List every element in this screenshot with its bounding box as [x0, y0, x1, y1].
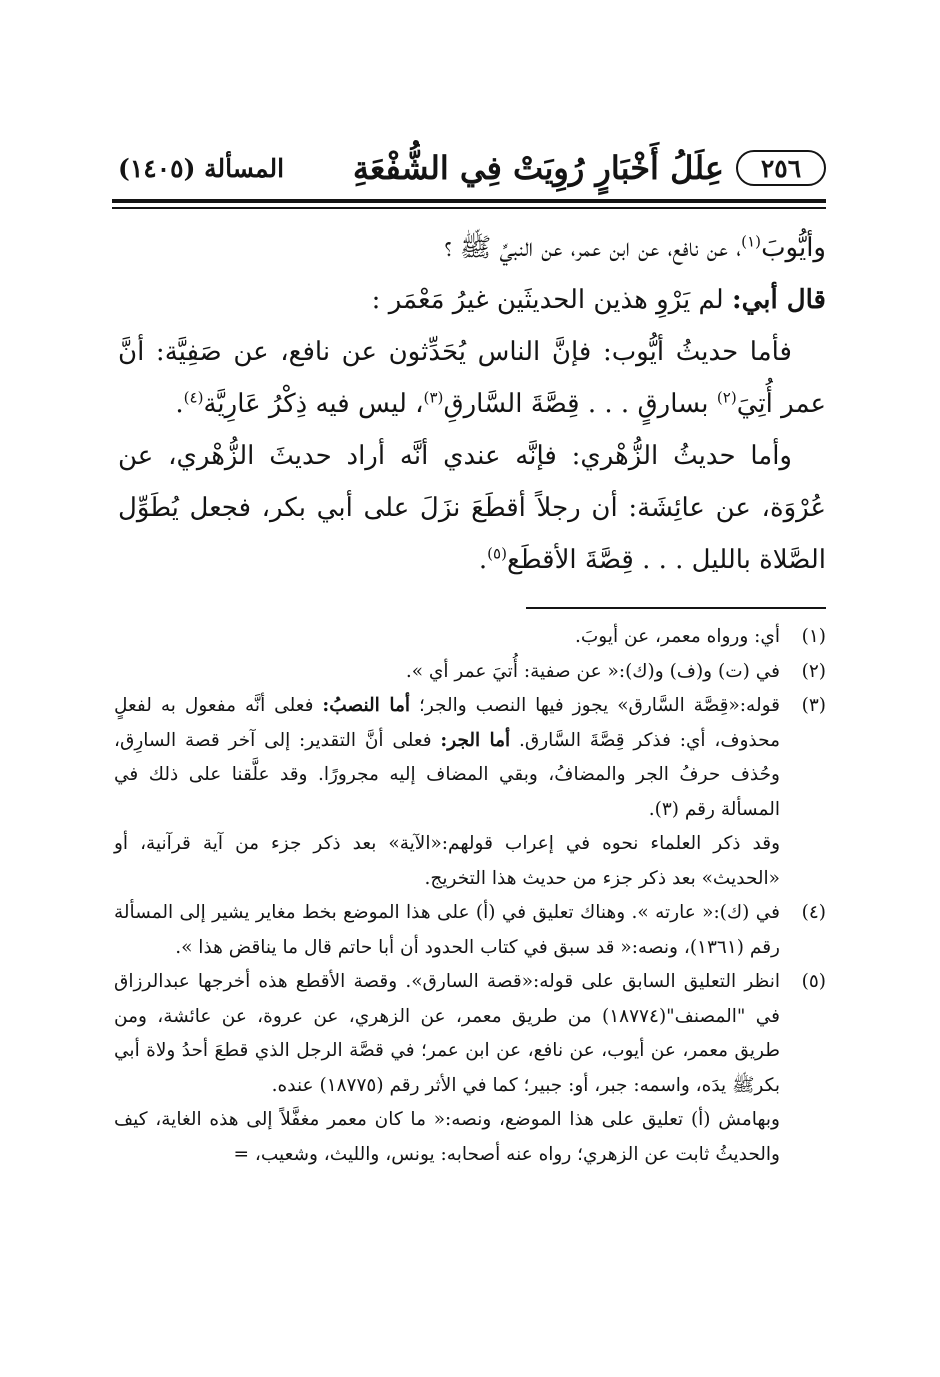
- footnote-ref-1: (١): [741, 232, 762, 251]
- footnote-number: (٣): [801, 695, 826, 716]
- footnote-number: (٢): [801, 660, 826, 682]
- footnotes: [114, 620, 826, 1172]
- main-text: [118, 222, 826, 586]
- footnote-number: (٥): [801, 971, 826, 992]
- footnote-2: [114, 655, 826, 690]
- footnote-1: [114, 620, 826, 655]
- book-title: عِلَلُ أَخْبَارٍ رُوِيَتْ فِي الشُّفْعَةِ: [352, 149, 724, 187]
- footnote-text: في (ك):« عارته ». وهناك تعليق في (أ) على هذا الموضع بخط مغاير يشير إلى المسألة رقم (١٣٦١)، ونصه:« قد سبق في كتاب الحدود أن أبا حاتم قال ما يناقض هذا ».: [114, 902, 780, 958]
- header-rule-thick: [112, 199, 826, 203]
- footnote-text: انظر التعليق السابق على قوله:«قصة السارق». وقصة الأقطع هذه أخرجها عبدالرزاق في "المصنف"(١٨٧٧٤) من طريق معمر، عن الزهري، عن عروة، عن عائشة، ومن طريق معمر، عن أيوب، عن نافع، عن ابن عمر؛ في قصَّة الرجل الذي قطعَ أحدُ ولاة أبي بكرﷺ يدَه، واسمه: جبر، أو: جبير؛ كما في الأثر رقم (١٨٧٧٥) عنده.: [114, 971, 780, 1096]
- footnote-number: (٤): [801, 902, 826, 923]
- footnote-5: [114, 965, 826, 1172]
- running-header: [112, 148, 826, 192]
- main-paragraph-1: وأيُّوبَ$^{(١)}$، عن نافع، عن ابن عمر، عن النبيِّ ﷺ ؟: [444, 232, 826, 263]
- main-paragraph-4: وأما حديثُ الزُّهْري: فإنَّه عندي أنَّه أراد حديثَ الزُّهْري، عن عُرْوَة، عن عائِشَة: أن رجلاً أقطَعَ نزَلَ على أبي بكر، فجعل يُطَوِّل الصَّلاة بالليل . . . قِصَّةَ الأقطَع$^{(٥)}$.: [118, 441, 826, 575]
- footnote-ref-3: (٣): [423, 388, 444, 407]
- page-number: ٢٥٦: [736, 150, 826, 186]
- footnote-separator: [526, 607, 826, 609]
- issue-number: المسألة (١٤٠٥): [118, 154, 285, 183]
- footnote-text: أي: ورواه معمر، عن أيوبَ.: [575, 626, 780, 647]
- main-paragraph-3: فأما حديثُ أيُّوب: فإنَّ الناس يُحَدِّثون عن نافع، عن صَفِيَّة: أنَّ عمر أُتِيَ$^{(٢)}$ بسارقٍ . . . قِصَّةَ السَّارقِ$^{(٣)}$، ليس فيه ذِكْرُ عَارِيَّة$^{(٤)}$.: [118, 337, 826, 419]
- footnote-text: وبهامش (أ) تعليق على هذا الموضع، ونصه:« ما كان معمر مغفَّلاً إلى هذه الغاية، كيف والحديثُ ثابت عن الزهري؛ رواه عنه أصحابه: يونس، والليث، وشعيب، =: [114, 1109, 780, 1165]
- header-rule-thin: [112, 207, 826, 209]
- footnote-3: [114, 689, 826, 896]
- footnote-text: وقد ذكر العلماء نحوه في إعراب قولهم:«الآية» بعد ذكر جزء من آية قرآنية، أو «الحديث» بعد ذكر جزء من حديث هذا التخريج.: [114, 833, 780, 889]
- footnote-ref-2: (٢): [716, 388, 737, 407]
- footnote-ref-5: (٥): [487, 544, 507, 563]
- main-paragraph-2: قال أبي: لم يَرْوِ هذين الحديثَين غيرُ مَعْمَر :: [371, 285, 826, 315]
- footnote-text: في (ت) و(ف) و(ك):« عن صفية: أُتيَ عمر أي ».: [405, 660, 780, 682]
- footnote-4: [114, 896, 826, 965]
- footnote-number: (١): [801, 626, 826, 647]
- footnote-ref-4: (٤): [183, 388, 204, 407]
- footnote-text: قوله:«قِصَّة السَّارق» يجوز فيها النصب والجر؛ أما النصبُ: فعلى أنَّه مفعول به لفعلٍ محذوف، أي: فذكر قِصَّةَ السَّارق. أما الجر: فعلى أنَّ التقدير: إلى آخر قصة السارِق، وحُذف حرفُ الجر والمضافُ، وبقي المضاف إليه مجرورًا. وقد علَّقنا على ذلك في المسألة رقم (٣).: [114, 695, 780, 820]
- speaker-label: قال أبي:: [731, 285, 826, 315]
